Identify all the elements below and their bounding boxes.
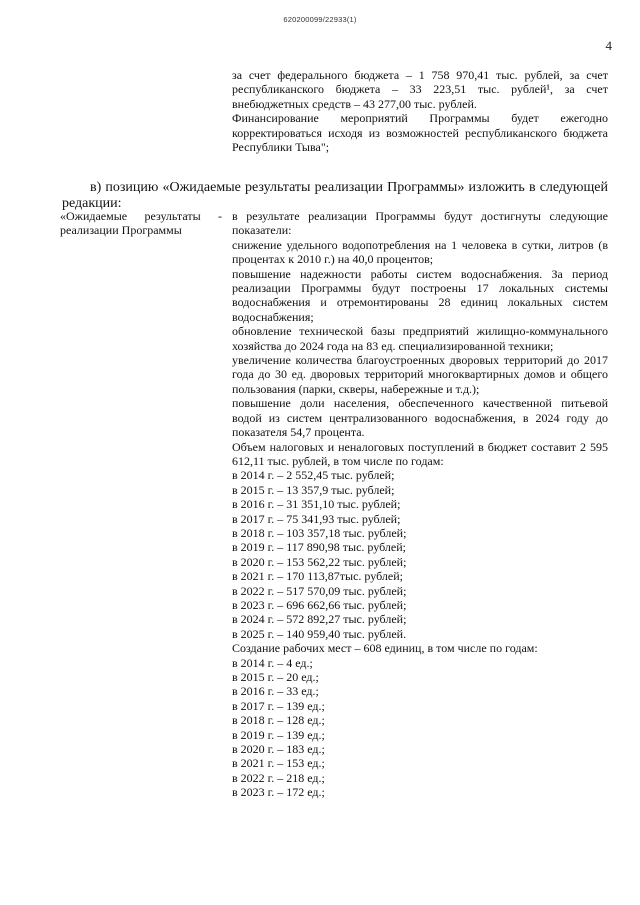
tax-year-line: в 2023 г. – 696 662,66 тыс. рублей;	[232, 597, 407, 612]
tax-year-line: в 2022 г. – 517 570,09 тыс. рублей;	[232, 583, 407, 598]
results-paragraph: Объем налоговых и неналоговых поступлений в бюджет составит 2 595 612,11 тыс. рублей, в том числе по годам:	[232, 439, 608, 468]
tax-year-line: в 2024 г. – 572 892,27 тыс. рублей;	[232, 612, 407, 627]
tax-year-line: в 2019 г. – 117 890,98 тыс. рублей;	[232, 540, 406, 555]
document-number: 620200099/22933(1)	[283, 15, 357, 24]
tax-year-line: в 2014 г. – 2 552,45 тыс. рублей;	[232, 468, 395, 483]
jobs-intro: Создание рабочих мест – 608 единиц, в том числе по годам:	[232, 641, 538, 656]
results-paragraph: повышение доли населения, обеспеченного качественной питьевой водой из систем централизованного водоснабжения, в 2024 году до показателя 54,7 процента.	[232, 396, 608, 440]
jobs-year-line: в 2015 г. – 20 ед.;	[232, 670, 319, 684]
jobs-year-line: в 2016 г. – 33 ед.;	[232, 684, 319, 699]
financing-paragraph-1: за счет федерального бюджета – 1 758 970,41 тыс. рублей, за счет республиканского бюджета – 33 223,51 тыс. рублей¹, за счет внебюджетных средств – 43 277,00 тыс. рублей.	[232, 68, 608, 111]
position-label	[60, 209, 222, 238]
tax-year-line: в 2025 г. – 140 959,40 тыс. рублей.	[232, 626, 407, 641]
results-paragraph: увеличение количества благоустроенных дворовых территорий до 2017 года до 30 ед. дворовых территорий многоквартирных домов и общего пользования (парки, скверы, набережные и т.д.);	[232, 353, 608, 396]
page-number: 4	[605, 38, 612, 53]
tax-year-line: в 2017 г. – 75 341,93 тыс. рублей;	[232, 511, 401, 526]
amendment-intro-text: в) позицию «Ожидаемые результаты реализации Программы» изложить в следующей редакции:	[62, 180, 608, 211]
expected-results-block	[232, 209, 608, 800]
results-paragraph: в результате реализации Программы будут достигнуты следующие показатели:	[232, 209, 608, 238]
results-paragraph: снижение удельного водопотребления на 1 человека в сутки, литров (в процентах к 2010 г.) на 40,0 процентов;	[232, 237, 608, 267]
jobs-year-line: в 2018 г. – 128 ед.;	[232, 713, 325, 728]
position-label-text: «Ожидаемые результаты - реализации Программы	[60, 209, 222, 238]
financing-block	[232, 68, 608, 154]
tax-year-line: в 2015 г. – 13 357,9 тыс. рублей;	[232, 482, 395, 497]
jobs-year-line: в 2014 г. – 4 ед.;	[232, 655, 313, 670]
tax-year-line: в 2016 г. – 31 351,10 тыс. рублей;	[232, 497, 401, 512]
results-paragraph: обновление технической базы предприятий жилищно-коммунального хозяйства до 2024 года на 83 ед. специализированной техники;	[232, 324, 608, 353]
jobs-year-line: в 2021 г. – 153 ед.;	[232, 756, 325, 771]
jobs-year-line: в 2023 г. – 172 ед.;	[232, 785, 325, 800]
results-paragraph: повышение надежности работы систем водоснабжения. За период реализации Программы будут построены 17 локальных системы водоснабжения и отремонтированы 28 единиц локальных систем водоснабжения;	[232, 266, 608, 324]
financing-paragraph-2: Финансирование мероприятий Программы будет ежегодно корректироваться исходя из возможностей республиканского бюджета Республики Тыва";	[232, 111, 608, 155]
amendment-intro	[62, 180, 608, 212]
jobs-year-line: в 2019 г. – 139 ед.;	[232, 727, 325, 742]
tax-year-line: в 2020 г. – 153 562,22 тыс. рублей;	[232, 554, 407, 569]
jobs-year-line: в 2017 г. – 139 ед.;	[232, 698, 325, 713]
tax-year-line: в 2021 г. – 170 113,87тыс. рублей;	[232, 569, 403, 584]
tax-year-line: в 2018 г. – 103 357,18 тыс. рублей;	[232, 525, 407, 540]
jobs-year-line: в 2020 г. – 183 ед.;	[232, 742, 325, 757]
jobs-year-line: в 2022 г. – 218 ед.;	[232, 770, 325, 785]
